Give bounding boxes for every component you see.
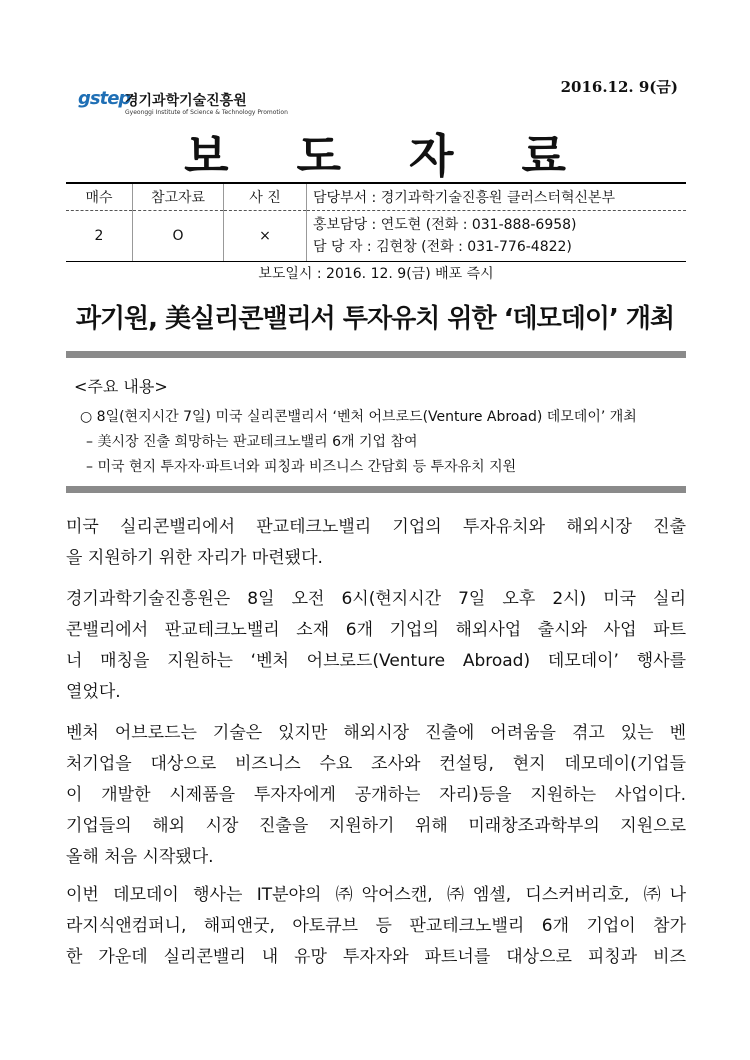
body-line: 올해 처음 시작됐다. xyxy=(66,847,214,867)
info-table-header-row xyxy=(66,183,686,211)
summary-sub-item: – 美시장 진출 희망하는 판교테크노밸리 6개 기업 참여 xyxy=(86,434,418,450)
headline: 과기원, 美실리콘밸리서 투자유치 위한 ‘데모데이’ 개최 xyxy=(75,304,675,334)
body-line: 너 매칭을 지원하는 ‘벤처 어브로드(Venture Abroad) 데모데이’ 행사를 xyxy=(66,651,686,671)
body-line: 라지식앤컴퍼니, 해피앤굿, 아토큐브 등 판교테크노밸리 6개 기업이 참가 xyxy=(66,916,686,936)
logo-org-name: 경기과학기술진흥원 xyxy=(125,93,247,109)
body-line: 열었다. xyxy=(66,682,121,702)
body-line: 벤처 어브로드는 기술은 있지만 해외시장 진출에 어려움을 겪고 있는 벤 xyxy=(66,723,686,743)
release-date: 2016.12. 9(금) xyxy=(560,78,678,96)
body-paragraph-3 xyxy=(66,718,686,873)
summary-main-item: ○ 8일(현지시간 7일) 미국 실리콘밸리서 ‘벤처 어브로드(Venture Abroad) 데모데이’ 개최 xyxy=(80,409,637,425)
page-title: 보 도 자 료 xyxy=(184,129,592,183)
contact-cell xyxy=(307,211,687,262)
dept-cell: 담당부서 : 경기과학기술진흥원 클러스터혁신본부 xyxy=(307,183,687,211)
logo-mark: gstep xyxy=(78,88,131,109)
header-pages: 매수 xyxy=(66,183,133,211)
info-table xyxy=(66,182,686,262)
pr-contact: 홍보담당 : 연도현 (전화 : 031-888-6958) xyxy=(313,217,577,233)
divider-bottom xyxy=(66,486,686,493)
header-reference: 참고자료 xyxy=(133,183,224,211)
body-paragraph-4 xyxy=(66,880,686,973)
staff-contact: 담 당 자 : 김현창 (전화 : 031-776-4822) xyxy=(313,239,572,255)
body-line: 미국 실리콘밸리에서 판교테크노밸리 기업의 투자유치와 해외시장 진출 xyxy=(66,517,686,537)
body-paragraph-1 xyxy=(66,512,686,574)
value-pages: 2 xyxy=(66,211,133,262)
info-table-value-row xyxy=(66,211,686,262)
divider-top xyxy=(66,351,686,358)
header-photo: 사 진 xyxy=(224,183,307,211)
summary-box xyxy=(66,374,686,480)
release-info: 보도일시 : 2016. 12. 9(금) 배포 즉시 xyxy=(258,266,494,282)
body-line: 콘밸리에서 판교테크노밸리 소재 6개 기업의 해외사업 출시와 사업 파트 xyxy=(66,620,686,640)
summary-sub-item: – 미국 현지 투자자·파트너와 피칭과 비즈니스 간담회 등 투자유치 지원 xyxy=(86,459,517,475)
body-line: 처기업을 대상으로 비즈니스 수요 조사와 컨설팅, 현지 데모데이(기업들 xyxy=(66,754,686,774)
body-line: 을 지원하기 위한 자리가 마련됐다. xyxy=(66,548,323,568)
value-photo: × xyxy=(224,211,307,262)
body-line: 기업들의 해외 시장 진출을 지원하기 위해 미래창조과학부의 지원으로 xyxy=(66,816,686,836)
body-line: 이번 데모데이 행사는 IT분야의 ㈜악어스캔, ㈜엠셀, 디스커버리호, ㈜나 xyxy=(66,885,686,905)
value-reference: O xyxy=(133,211,224,262)
logo-org-en: Gyeonggi Institute of Science & Technology Promotion xyxy=(125,109,288,116)
body-line: 한 가운데 실리콘밸리 내 유망 투자자와 파트너를 대상으로 피칭과 비즈 xyxy=(66,947,686,967)
body-line: 경기과학기술진흥원은 8일 오전 6시(현지시간 7일 오후 2시) 미국 실리 xyxy=(66,589,686,609)
body-line: 이 개발한 시제품을 투자자에게 공개하는 자리)등을 지원하는 사업이다. xyxy=(66,785,686,805)
summary-heading: <주요 내용> xyxy=(74,377,168,396)
body-paragraph-2 xyxy=(66,584,686,708)
